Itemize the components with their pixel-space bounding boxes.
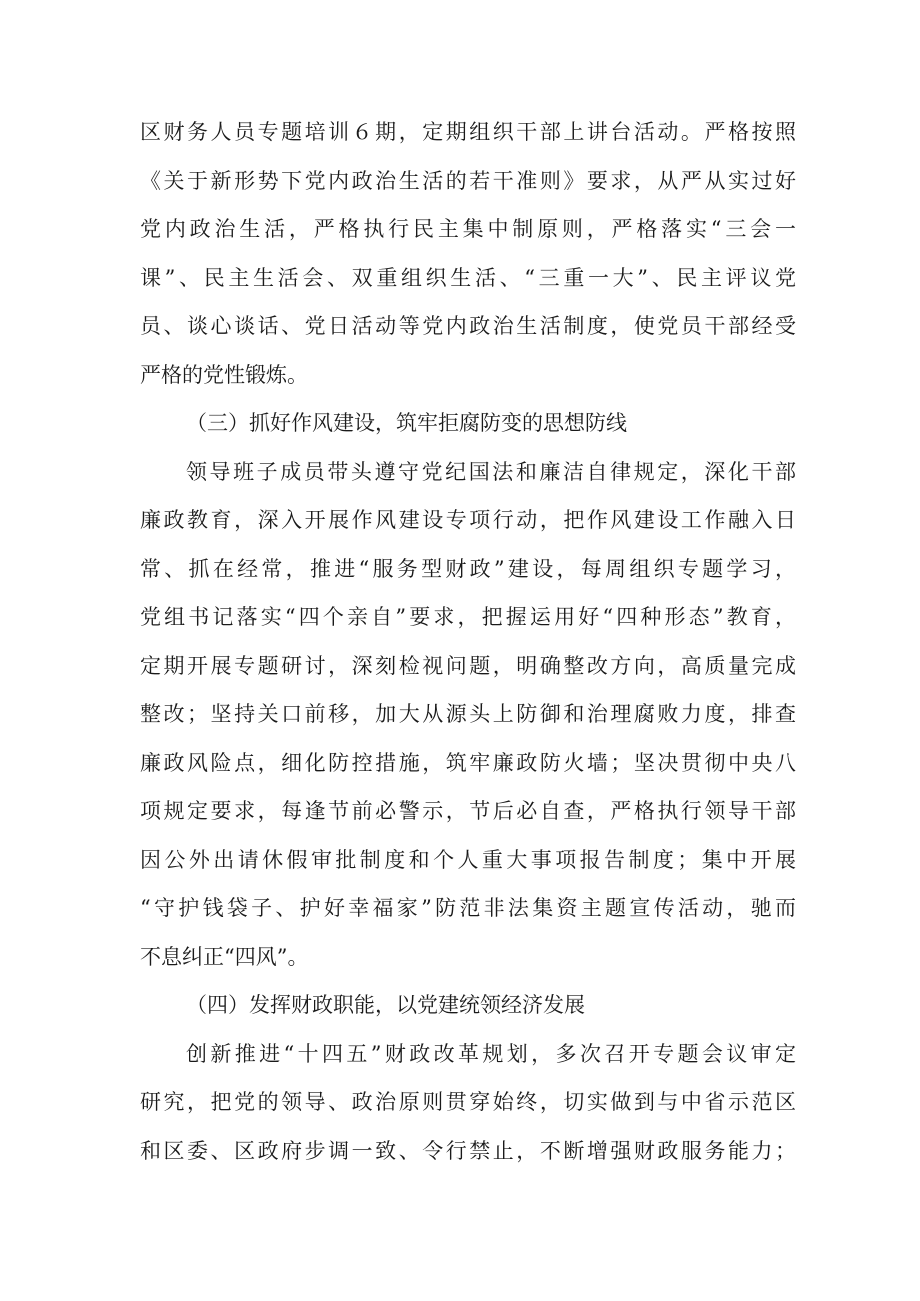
text-line: 常、抓在经常，推进“服务型财政”建设，每周组织专题学习， xyxy=(140,556,796,581)
text-line: 定期开展专题研讨，深刻检视问题，明确整改方向，高质量完成 xyxy=(140,653,796,678)
section-heading: （四）发挥财政职能，以党建统领经济发展 xyxy=(186,993,585,1017)
text-line: 和区委、区政府步调一致、令行禁止，不断增强财政服务能力； xyxy=(140,1138,796,1163)
text-line: 廉政风险点，细化防控措施，筑牢廉政防火墙；坚决贯彻中央八 xyxy=(140,750,796,775)
text-line: 研究，把党的领导、政治原则贯穿始终，切实做到与中省示范区 xyxy=(140,1090,796,1114)
text-line: 廉政教育，深入开展作风建设专项行动，把作风建设工作融入日 xyxy=(140,508,796,532)
text-line: “守护钱袋子、护好幸福家”防范非法集资主题宣传活动，驰而 xyxy=(140,896,796,920)
text-line: 员、谈心谈话、党日活动等党内政治生活制度，使党员干部经受 xyxy=(140,314,796,338)
text-line: 不息纠正“四风”。 xyxy=(140,944,309,969)
text-line: 领导班子成员带头遵守党纪国法和廉洁自律规定，深化干部 xyxy=(186,459,796,484)
text-line: 党组书记落实“四个亲自”要求，把握运用好“四种形态”教育， xyxy=(140,605,796,629)
text-line: 严格的党性锻炼。 xyxy=(140,362,308,387)
text-line: 创新推进“十四五”财政改革规划，多次召开专题会议审定 xyxy=(186,1041,796,1066)
text-line: 课”、民主生活会、双重组织生活、“三重一大”、民主评议党 xyxy=(140,265,796,290)
section-heading: （三）抓好作风建设，筑牢拒腐防变的思想防线 xyxy=(186,411,627,435)
text-line: 因公外出请休假审批制度和个人重大事项报告制度；集中开展 xyxy=(140,847,796,872)
text-line: 项规定要求，每逢节前必警示，节后必自查，严格执行领导干部 xyxy=(140,799,796,823)
text-line: 党内政治生活，严格执行民主集中制原则，严格落实“三会一 xyxy=(140,217,796,241)
document-body xyxy=(140,108,796,1175)
text-line: 《关于新形势下党内政治生活的若干准则》要求，从严从实过好 xyxy=(140,168,796,193)
text-line: 整改；坚持关口前移，加大从源头上防御和治理腐败力度，排查 xyxy=(140,702,796,726)
text-line: 区财务人员专题培训６期，定期组织干部上讲台活动。严格按照 xyxy=(140,120,796,144)
